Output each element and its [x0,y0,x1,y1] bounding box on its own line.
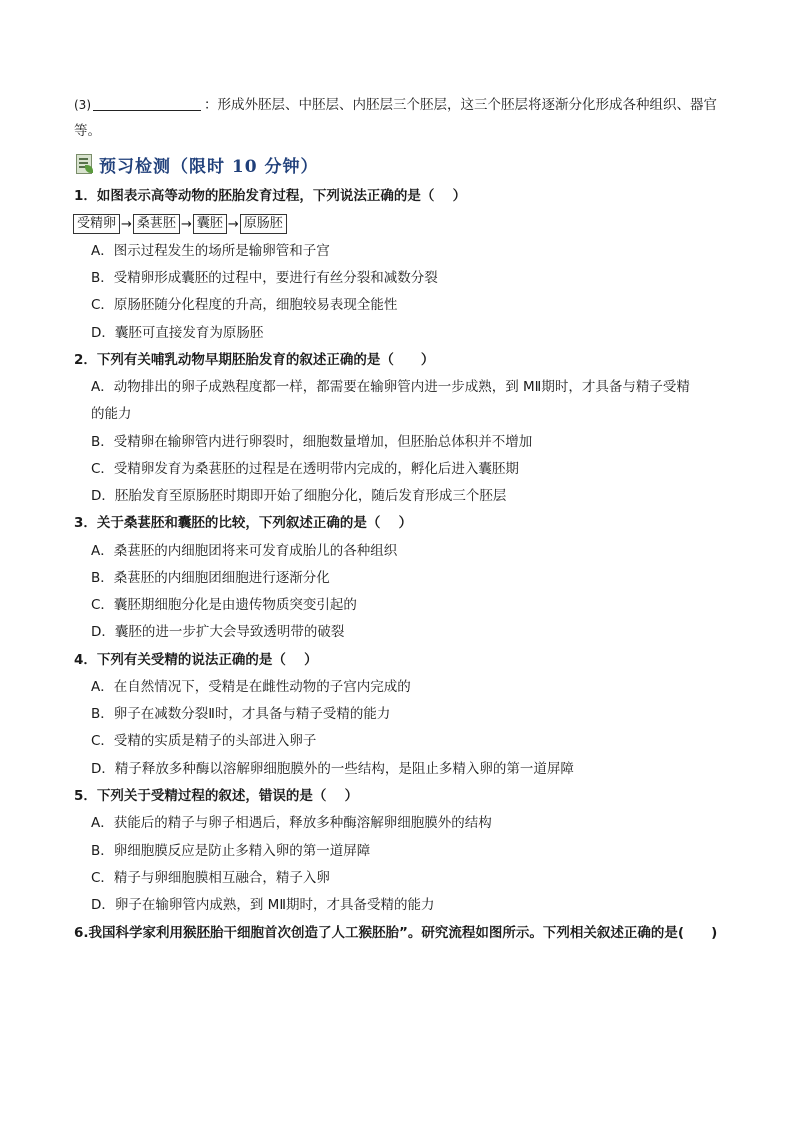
intro-text-1: ：形成外胚层、中胚层、内胚层三个胚层，这三个胚层将逐渐分化形成各种组织、器官 [204,97,717,113]
question-5-option-d: D．卵子在输卵管内成熟，到 MⅡ期时，才具备受精的能力 [91,897,435,913]
flow-box-gastrula: 原肠胚 [240,214,287,234]
question-1-option-b: B．受精卵形成囊胚的过程中，要进行有丝分裂和减数分裂 [91,270,438,286]
question-1-option-c: C．原肠胚随分化程度的升高，细胞较易表现全能性 [91,297,398,313]
question-4-option-c: C．受精的实质是精子的头部进入卵子 [91,733,317,749]
development-flow-diagram [73,214,287,234]
intro-line-2: 等。 [74,123,101,139]
intro-line-1 [74,96,717,114]
section-header [74,150,319,178]
question-3-stem: 3．关于桑葚胚和囊胚的比较，下列叙述正确的是（ ） [74,515,413,531]
question-2-stem: 2．下列有关哺乳动物早期胚胎发育的叙述正确的是（ ） [74,352,435,368]
question-5-stem: 5．下列关于受精过程的叙述，错误的是（ ） [74,788,359,804]
question-4-stem: 4．下列有关受精的说法正确的是（ ） [74,652,318,668]
question-3-option-c: C．囊胚期细胞分化是由遗传物质突变引起的 [91,597,357,613]
document-leaf-icon [74,153,94,175]
question-5-option-c: C．精子与卵细胞膜相互融合，精子入卵 [91,870,330,886]
question-2-option-a-line-1: A．动物排出的卵子成熟程度都一样，都需要在输卵管内进一步成熟，到 MⅡ期时，才具备与精子受精 [91,379,690,395]
question-2-option-d: D．胚胎发育至原肠胚时期即开始了细胞分化，随后发育形成三个胚层 [91,488,507,504]
intro-number: (3) [74,98,91,112]
arrow-icon: → [180,216,192,232]
question-4-option-a: A．在自然情况下，受精是在雌性动物的子宫内完成的 [91,679,411,695]
section-title: 预习检测（限时 10 分钟） [99,156,319,177]
question-4-option-b: B．卵子在减数分裂Ⅱ时，才具备与精子受精的能力 [91,706,391,722]
question-5-option-b: B．卵细胞膜反应是防止多精入卵的第一道屏障 [91,843,371,859]
question-2-option-b: B．受精卵在输卵管内进行卵裂时，细胞数量增加，但胚胎总体积并不增加 [91,434,533,450]
question-3-option-a: A．桑葚胚的内细胞团将来可发育成胎儿的各种组织 [91,543,398,559]
arrow-icon: → [227,216,239,232]
flow-box-blastocyst: 囊胚 [193,214,227,234]
flow-box-zygote: 受精卵 [73,214,120,234]
arrow-icon: → [121,216,132,232]
question-3-option-b: B．桑葚胚的内细胞团细胞进行逐渐分化 [91,570,330,586]
question-5-option-a: A．获能后的精子与卵子相遇后，释放多种酶溶解卵细胞膜外的结构 [91,815,492,831]
question-1-stem: 1．如图表示高等动物的胚胎发育过程，下列说法正确的是（ ） [74,188,467,204]
question-1-option-d: D．囊胚可直接发育为原肠胚 [91,325,264,341]
fill-blank [93,96,201,111]
flow-box-morula: 桑葚胚 [133,214,180,234]
question-1-option-a: A．图示过程发生的场所是输卵管和子宫 [91,243,330,259]
question-2-option-c: C．受精卵发育为桑葚胚的过程是在透明带内完成的，孵化后进入囊胚期 [91,461,519,477]
question-4-option-d: D．精子释放多种酶以溶解卵细胞膜外的一些结构，是阻止多精入卵的第一道屏障 [91,761,574,777]
question-6-stem: 6.我国科学家利用猴胚胎干细胞首次创造了人工猴胚胎”。研究流程如图所示。下列相关叙述正确的是( ) [74,925,718,941]
question-2-option-a-line-2: 的能力 [91,406,132,422]
question-3-option-d: D．囊胚的进一步扩大会导致透明带的破裂 [91,624,345,640]
